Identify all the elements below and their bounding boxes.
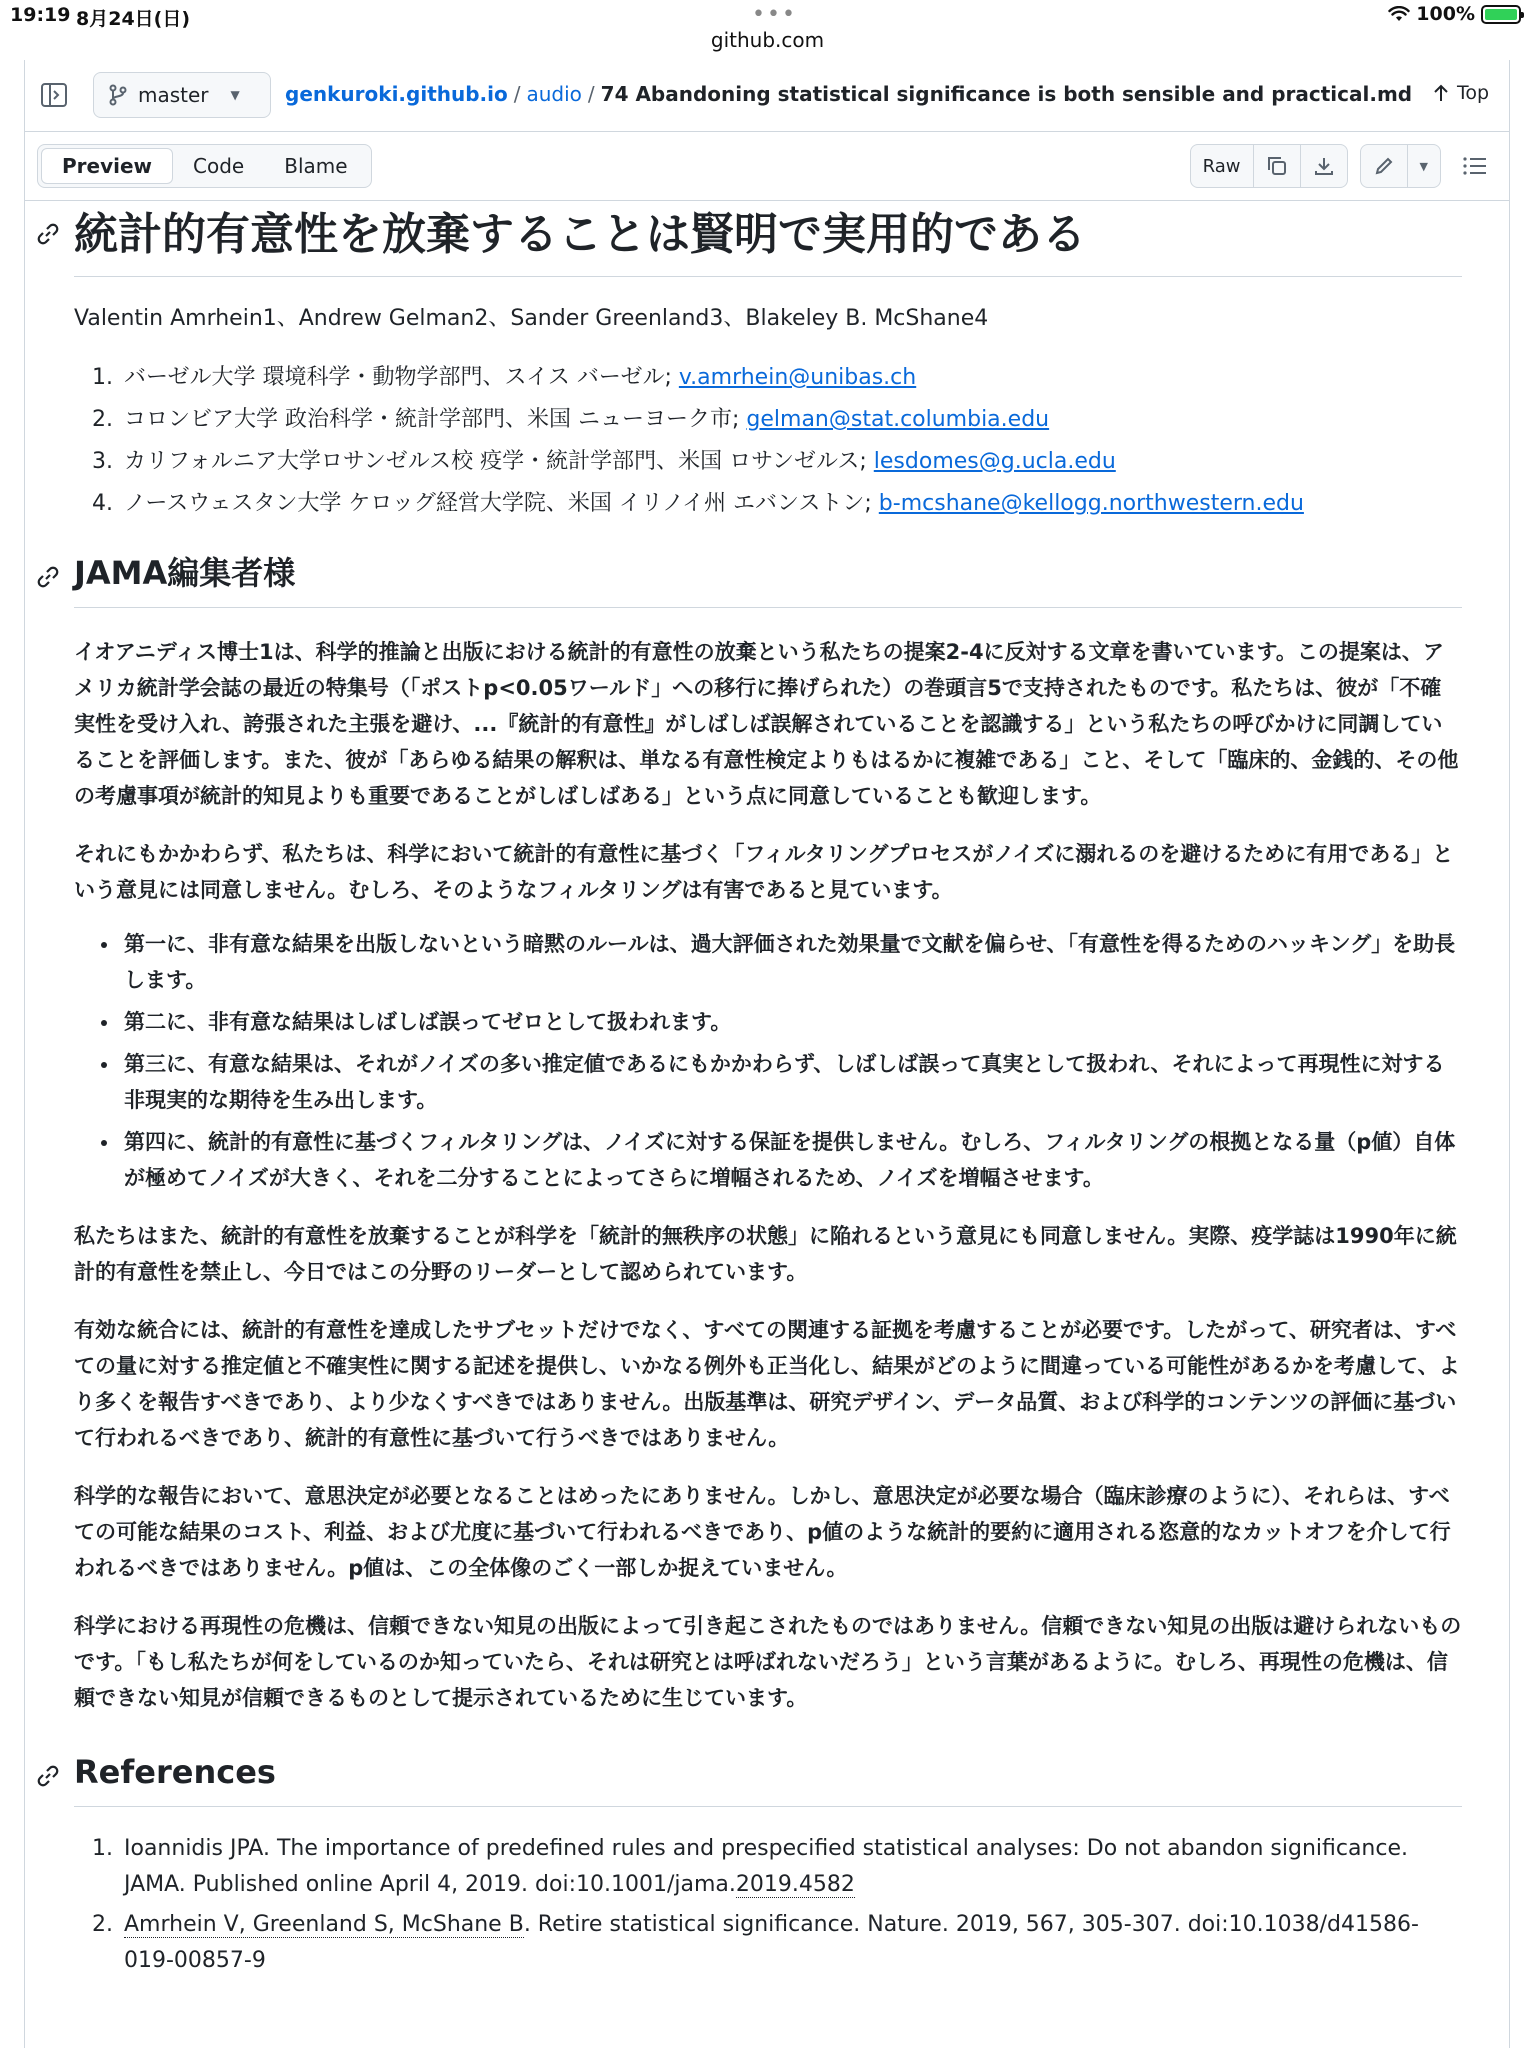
affiliation-item: [120, 399, 1462, 441]
breadcrumb-repo-link[interactable]: genkuroki.github.io: [285, 82, 508, 106]
edit-actions-group: [1360, 144, 1441, 188]
status-right-cluster: [1388, 3, 1521, 25]
affiliation-text: コロンビア大学 政治科学・統計学部門、米国 ニューヨーク市;: [124, 407, 747, 432]
link-anchor-icon[interactable]: [34, 220, 62, 248]
breadcrumb-filename: 74 Abandoning statistical significance is both sensible and practical.md: [600, 82, 1413, 106]
paragraph: それにもかかわらず、私たちは、科学において統計的有意性に基づく「フィルタリングプロセスがノイズに溺れるのを避けるために有用である」という意見には同意しません。むしろ、そのようなフィルタリングは有害であると見ています。: [74, 842, 1454, 902]
outline-button[interactable]: [1453, 144, 1497, 188]
affiliation-item: [120, 441, 1462, 483]
breadcrumb: [285, 82, 1412, 106]
top-label: Top: [1456, 82, 1489, 104]
link-anchor-icon[interactable]: [34, 563, 62, 591]
copy-icon: [1266, 155, 1288, 177]
view-mode-tabs: [37, 144, 372, 188]
affiliation-item: [120, 483, 1462, 525]
breadcrumb-folder-link[interactable]: audio: [526, 82, 582, 106]
list-item: • 第四に、統計的有意性に基づくフィルタリングは、ノイズに対する保証を提供しません。むしろ、フィルタリングの根拠となる量（p値）自体が極めてノイズが大きく、それを二分することによってさらに増幅されるため、ノイズを増幅させます。: [120, 1124, 1462, 1196]
affiliation-item: [120, 357, 1462, 399]
link-anchor-icon[interactable]: [34, 1762, 62, 1790]
affiliation-text: バーゼル大学 環境科学・動物学部門、スイス バーゼル;: [124, 365, 679, 390]
address-url[interactable]: github.com: [710, 28, 825, 52]
email-link[interactable]: b-mcshane@kellogg.northwestern.edu: [878, 491, 1304, 516]
battery-icon: [1481, 5, 1521, 24]
list-unordered-icon: [1462, 155, 1488, 177]
reference-item: [120, 1831, 1462, 1903]
list-item: • 第一に、非有意な結果を出版しないという暗黙のルールは、過大評価された効果量で文献を偏らせ、「有意性を得るためのハッキング」を助長します。: [120, 926, 1462, 998]
affiliation-text: ノースウェスタン大学 ケロッグ経営大学院、米国 イリノイ州 エバンストン;: [124, 491, 879, 516]
reference-item: [120, 1907, 1462, 1979]
status-time: 19:19: [10, 4, 71, 26]
tab-blame[interactable]: Blame: [284, 154, 348, 178]
download-button[interactable]: [1301, 145, 1347, 187]
affiliations-list: [74, 357, 1462, 525]
section-heading-text: JAMA編集者様: [74, 554, 296, 592]
bullet-list: [74, 926, 1462, 1196]
wifi-icon: [1388, 6, 1410, 22]
breadcrumb-separator: /: [587, 82, 595, 106]
ios-status-bar: [0, 0, 1535, 58]
document-title-text: 統計的有意性を放棄することは賢明で実用的である: [74, 209, 1086, 260]
paragraph: 科学における再現性の危機は、信頼できない知見の出版によって引き起こされたものではありません。信頼できない知見の出版は避けられないものです。「もし私たちが何をしているのか知っていたら、それは研究とは呼ばれないだろう」という言葉があるように。むしろ、再現性の危機は、信頼できない知見が信頼できるものとして提示されているために生じています。: [74, 1614, 1462, 1710]
edit-file-button[interactable]: [1361, 145, 1408, 187]
tab-preview[interactable]: Preview: [41, 148, 173, 184]
battery-level-fill: [1485, 9, 1517, 20]
copy-raw-button[interactable]: [1254, 145, 1301, 187]
paragraph: 有効な統合には、統計的有意性を達成したサブセットだけでなく、すべての関連する証拠を考慮することが必要です。したがって、研究者は、すべての量に対する推定値と不確実性に関する記述を提供し、いかなる例外も正当化し、結果がどのように間違っている可能性があるかを考慮して、より多くを報告すべきであり、より少なくすべきではありません。出版基準は、研究デザイン、データ品質、および科学的コンテンツの評価に基づいて行われるべきであり、統計的有意性に基づいて行うべきではありません。: [74, 1318, 1460, 1450]
sidebar-toggle-icon[interactable]: [39, 80, 69, 110]
email-link[interactable]: gelman@stat.columbia.edu: [746, 407, 1050, 432]
paragraph: 私たちはまた、統計的有意性を放棄することが科学を「統計的無秩序の状態」に陥れるという意見にも同意しません。実際、疫学誌は1990年に統計的有意性を禁止し、今日ではこの分野のリーダーとして認められています。: [74, 1224, 1457, 1284]
toolbar-actions: [1190, 144, 1497, 188]
tab-code[interactable]: Code: [193, 154, 245, 178]
affiliation-text: カリフォルニア大学ロサンゼルス校 疫学・統計学部門、米国 ロサンゼルス;: [124, 449, 874, 474]
arrow-up-icon: [1433, 84, 1449, 102]
breadcrumb-separator: /: [513, 82, 521, 106]
file-toolbar: [25, 133, 1509, 201]
file-header-bar: [25, 60, 1509, 132]
status-date: 8月24日(日): [76, 8, 191, 30]
section-heading-jama: [74, 547, 1462, 608]
list-item: • 第二に、非有意な結果はしばしば誤ってゼロとして扱われます。: [120, 1004, 1462, 1040]
top-button[interactable]: [1433, 82, 1489, 104]
markdown-body: [74, 200, 1462, 1983]
git-branch-icon: [108, 84, 128, 106]
document-title: [74, 200, 1462, 277]
branch-selector-button[interactable]: [93, 72, 271, 118]
pencil-icon: [1373, 155, 1395, 177]
raw-button[interactable]: Raw: [1191, 145, 1254, 187]
chevron-down-icon: ▼: [230, 88, 240, 102]
raw-actions-group: [1190, 144, 1348, 188]
branch-name: master: [138, 83, 209, 107]
email-link[interactable]: lesdomes@g.ucla.edu: [873, 449, 1116, 474]
edit-menu-button[interactable]: [1408, 145, 1440, 187]
authors-line: Valentin Amrhein1、Andrew Gelman2、Sander Greenland3、Blakeley B. McShane4: [74, 306, 989, 331]
paragraph: イオアニディス博士1は、科学的推論と出版における統計的有意性の放棄という私たちの提案2-4に反対する文章を書いています。この提案は、アメリカ統計学会誌の最近の特集号（「ポストp<0.05ワールド」への移行に捧げられた）の巻頭言5で支持されたものです。私たちは、彼が「不確実性を受け入れ、誇張された主張を避け、...『統計的有意性』がしばしば誤解されていることを認識する」という私たちの呼びかけに同調していることを評価します。また、彼が「あらゆる結果の解釈は、単なる有意性検定よりもはるかに複雑である」こと、そして「臨床的、金銭的、その他の考慮事項が統計的知見よりも重要であることがしばしばある」という点に同意していることも歓迎します。: [74, 640, 1459, 808]
paragraph: 科学的な報告において、意思決定が必要となることはめったにありません。しかし、意思決定が必要な場合（臨床診療のように）、それらは、すべての可能な結果のコスト、利益、および尤度に基づいて行われるべきであり、p値のような統計的要約に適用される恣意的なカットオフを介して行われるべきではありません。p値は、この全体像のごく一部しか捉えていません。: [74, 1484, 1451, 1580]
section-heading-references: [74, 1746, 1462, 1807]
reference-abbr: 2019.4582: [735, 1872, 855, 1897]
reference-text: . Retire statistical significance. Nature. 2019, 567, 305-307. doi:10.1038/d41586-019-00857-9: [124, 1912, 1419, 1973]
email-link[interactable]: v.amrhein@unibas.ch: [678, 365, 917, 390]
references-list: [74, 1831, 1462, 1979]
more-dots-icon[interactable]: •••: [752, 2, 797, 27]
chevron-down-icon: ▼: [1419, 159, 1428, 173]
reference-text: Ioannidis JPA. The importance of predefined rules and prespecified statistical analyses: Do not abandon significance. JAMA. Published online April 4, 2019. doi:10.1001/jama.: [124, 1836, 1409, 1897]
section-heading-text: References: [74, 1753, 276, 1791]
reference-abbr: Amrhein V, Greenland S, McShane B: [124, 1912, 524, 1937]
download-icon: [1313, 155, 1335, 177]
battery-percent: 100%: [1416, 3, 1475, 25]
list-item: • 第三に、有意な結果は、それがノイズの多い推定値であるにもかかわらず、しばしば誤って真実として扱われ、それによって再現性に対する非現実的な期待を生み出します。: [120, 1046, 1462, 1118]
